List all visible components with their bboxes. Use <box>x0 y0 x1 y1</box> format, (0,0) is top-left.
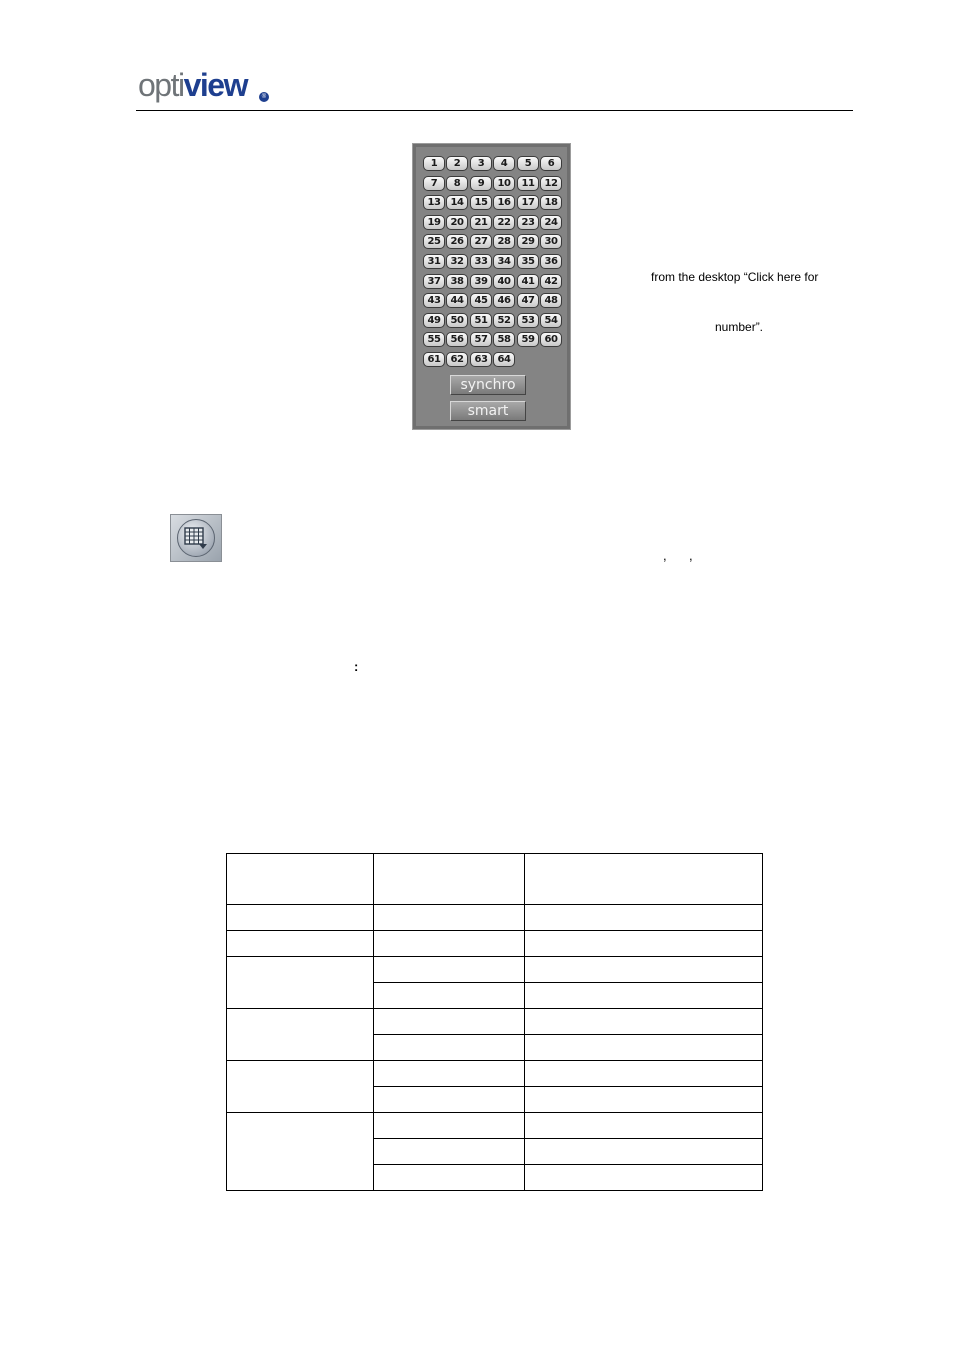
table-cell <box>227 1061 374 1113</box>
channel-button-58[interactable]: 58 <box>493 332 515 347</box>
channel-button-41[interactable]: 41 <box>517 274 539 289</box>
table-row <box>227 1113 763 1139</box>
channel-button-4[interactable]: 4 <box>493 156 515 171</box>
table-row <box>227 1061 763 1087</box>
channel-button-64[interactable]: 64 <box>493 352 515 367</box>
channel-button-46[interactable]: 46 <box>493 293 515 308</box>
channel-button-49[interactable]: 49 <box>423 313 445 328</box>
channel-button-8[interactable]: 8 <box>446 176 468 191</box>
table-cell <box>525 905 763 931</box>
channel-button-7[interactable]: 7 <box>423 176 445 191</box>
table-cell <box>525 1087 763 1113</box>
channel-button-50[interactable]: 50 <box>446 313 468 328</box>
channel-button-10[interactable]: 10 <box>493 176 515 191</box>
channel-button-62[interactable]: 62 <box>446 352 468 367</box>
optiview-logo <box>138 66 273 106</box>
channel-button-42[interactable]: 42 <box>540 274 562 289</box>
table-cell <box>525 1165 763 1191</box>
channel-button-59[interactable]: 59 <box>517 332 539 347</box>
channel-button-51[interactable]: 51 <box>470 313 492 328</box>
channel-button-19[interactable]: 19 <box>423 215 445 230</box>
channel-button-55[interactable]: 55 <box>423 332 445 347</box>
channel-button-48[interactable]: 48 <box>540 293 562 308</box>
channel-button-21[interactable]: 21 <box>470 215 492 230</box>
table-row <box>227 905 763 931</box>
table-cell <box>525 983 763 1009</box>
channel-button-2[interactable]: 2 <box>446 156 468 171</box>
table-cell <box>525 1113 763 1139</box>
table-cell <box>227 1113 374 1191</box>
channel-panel <box>412 143 571 430</box>
table-cell <box>227 905 374 931</box>
channel-button-38[interactable]: 38 <box>446 274 468 289</box>
table-cell <box>227 1009 374 1061</box>
table-cell <box>525 931 763 957</box>
table-cell <box>525 1139 763 1165</box>
channel-button-32[interactable]: 32 <box>446 254 468 269</box>
table-row <box>227 931 763 957</box>
table-cell <box>374 1061 525 1087</box>
table-cell <box>374 1009 525 1035</box>
table-cell <box>374 1113 525 1139</box>
logo-part-dark: view <box>183 67 247 103</box>
data-table <box>226 853 763 1191</box>
channel-button-60[interactable]: 60 <box>540 332 562 347</box>
channel-button-23[interactable]: 23 <box>517 215 539 230</box>
channel-button-39[interactable]: 39 <box>470 274 492 289</box>
grid-layout-icon[interactable] <box>170 514 222 562</box>
grid-glyph-icon <box>184 527 210 551</box>
table-header-cell <box>374 854 525 905</box>
table-cell <box>374 957 525 983</box>
channel-button-33[interactable]: 33 <box>470 254 492 269</box>
channel-button-12[interactable]: 12 <box>540 176 562 191</box>
table-cell <box>525 1061 763 1087</box>
channel-button-45[interactable]: 45 <box>470 293 492 308</box>
table-cell <box>227 957 374 1009</box>
channel-button-14[interactable]: 14 <box>446 195 468 210</box>
channel-button-44[interactable]: 44 <box>446 293 468 308</box>
channel-button-25[interactable]: 25 <box>423 234 445 249</box>
logo-trademark: ® <box>259 92 269 102</box>
channel-button-57[interactable]: 57 <box>470 332 492 347</box>
channel-button-16[interactable]: 16 <box>493 195 515 210</box>
side-note-line-2: number”. <box>715 320 764 334</box>
table-cell <box>374 905 525 931</box>
table-cell <box>374 983 525 1009</box>
channel-button-63[interactable]: 63 <box>470 352 492 367</box>
channel-button-24[interactable]: 24 <box>540 215 562 230</box>
channel-button-1[interactable]: 1 <box>423 156 445 171</box>
channel-button-26[interactable]: 26 <box>446 234 468 249</box>
channel-button-9[interactable]: 9 <box>470 176 492 191</box>
channel-button-53[interactable]: 53 <box>517 313 539 328</box>
channel-button-47[interactable]: 47 <box>517 293 539 308</box>
table-row <box>227 957 763 983</box>
channel-button-31[interactable]: 31 <box>423 254 445 269</box>
side-note-line-1: from the desktop “Click here for <box>651 270 819 284</box>
channel-button-28[interactable]: 28 <box>493 234 515 249</box>
channel-button-29[interactable]: 29 <box>517 234 539 249</box>
channel-button-37[interactable]: 37 <box>423 274 445 289</box>
table-header-cell <box>227 854 374 905</box>
channel-button-18[interactable]: 18 <box>540 195 562 210</box>
colon-mark: : <box>354 659 359 674</box>
channel-button-34[interactable]: 34 <box>493 254 515 269</box>
table-cell <box>525 1035 763 1061</box>
channel-button-40[interactable]: 40 <box>493 274 515 289</box>
table-cell <box>525 957 763 983</box>
channel-button-43[interactable]: 43 <box>423 293 445 308</box>
table-cell <box>374 1139 525 1165</box>
table-cell <box>374 931 525 957</box>
channel-button-20[interactable]: 20 <box>446 215 468 230</box>
comma-mark: , <box>689 548 693 563</box>
table-cell <box>374 1087 525 1113</box>
channel-button-27[interactable]: 27 <box>470 234 492 249</box>
table-cell <box>374 1165 525 1191</box>
table-cell <box>525 1009 763 1035</box>
smart-button[interactable]: smart <box>450 401 526 421</box>
table-cell <box>227 931 374 957</box>
channel-button-11[interactable]: 11 <box>517 176 539 191</box>
header-rule <box>136 110 853 111</box>
channel-button-13[interactable]: 13 <box>423 195 445 210</box>
channel-button-30[interactable]: 30 <box>540 234 562 249</box>
channel-button-5[interactable]: 5 <box>517 156 539 171</box>
channel-button-52[interactable]: 52 <box>493 313 515 328</box>
channel-button-56[interactable]: 56 <box>446 332 468 347</box>
channel-button-35[interactable]: 35 <box>517 254 539 269</box>
channel-button-6[interactable]: 6 <box>540 156 562 171</box>
channel-button-15[interactable]: 15 <box>470 195 492 210</box>
channel-button-61[interactable]: 61 <box>423 352 445 367</box>
channel-button-17[interactable]: 17 <box>517 195 539 210</box>
logo-part-light: opti <box>138 67 184 103</box>
comma-mark: , <box>663 548 667 563</box>
channel-button-36[interactable]: 36 <box>540 254 562 269</box>
channel-button-3[interactable]: 3 <box>470 156 492 171</box>
table-cell <box>374 1035 525 1061</box>
table-header-cell <box>525 854 763 905</box>
channel-button-22[interactable]: 22 <box>493 215 515 230</box>
channel-button-54[interactable]: 54 <box>540 313 562 328</box>
table-header-row <box>227 854 763 905</box>
table-row <box>227 1009 763 1035</box>
synchro-button[interactable]: synchro <box>450 375 526 395</box>
